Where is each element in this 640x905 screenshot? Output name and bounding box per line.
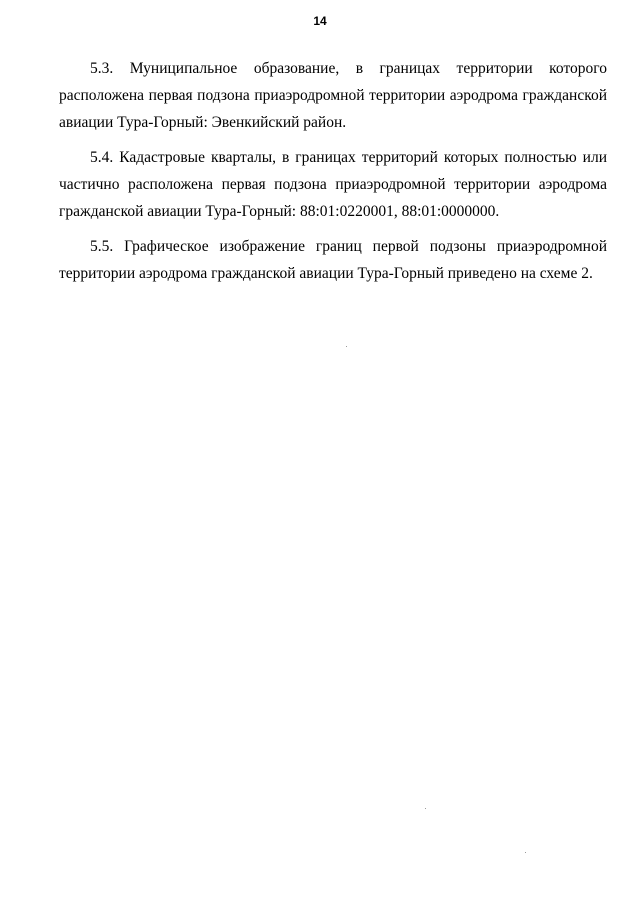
- scan-speck: [346, 346, 347, 347]
- page-number: 14: [313, 14, 327, 28]
- paragraph-5-4: 5.4. Кадастровые кварталы, в границах территорий которых полностью или частично расположена первая подзона приаэродромной территории аэродрома гражданской авиации Тура-Горный: 88:01:0220001, 88:01:0000000.: [59, 149, 607, 220]
- scan-speck: [525, 852, 526, 853]
- scan-speck: [425, 808, 426, 809]
- paragraph-5-5: 5.5. Графическое изображение границ первой подзоны приаэродромной территории аэродрома гражданской авиации Тура-Горный приведено на схеме 2.: [59, 238, 607, 282]
- document-body: [59, 55, 607, 295]
- paragraph-5-3: 5.3. Муниципальное образование, в границах территории которого расположена первая подзона приаэродромной территории аэродрома гражданской авиации Тура-Горный: Эвенкийский район.: [59, 60, 607, 131]
